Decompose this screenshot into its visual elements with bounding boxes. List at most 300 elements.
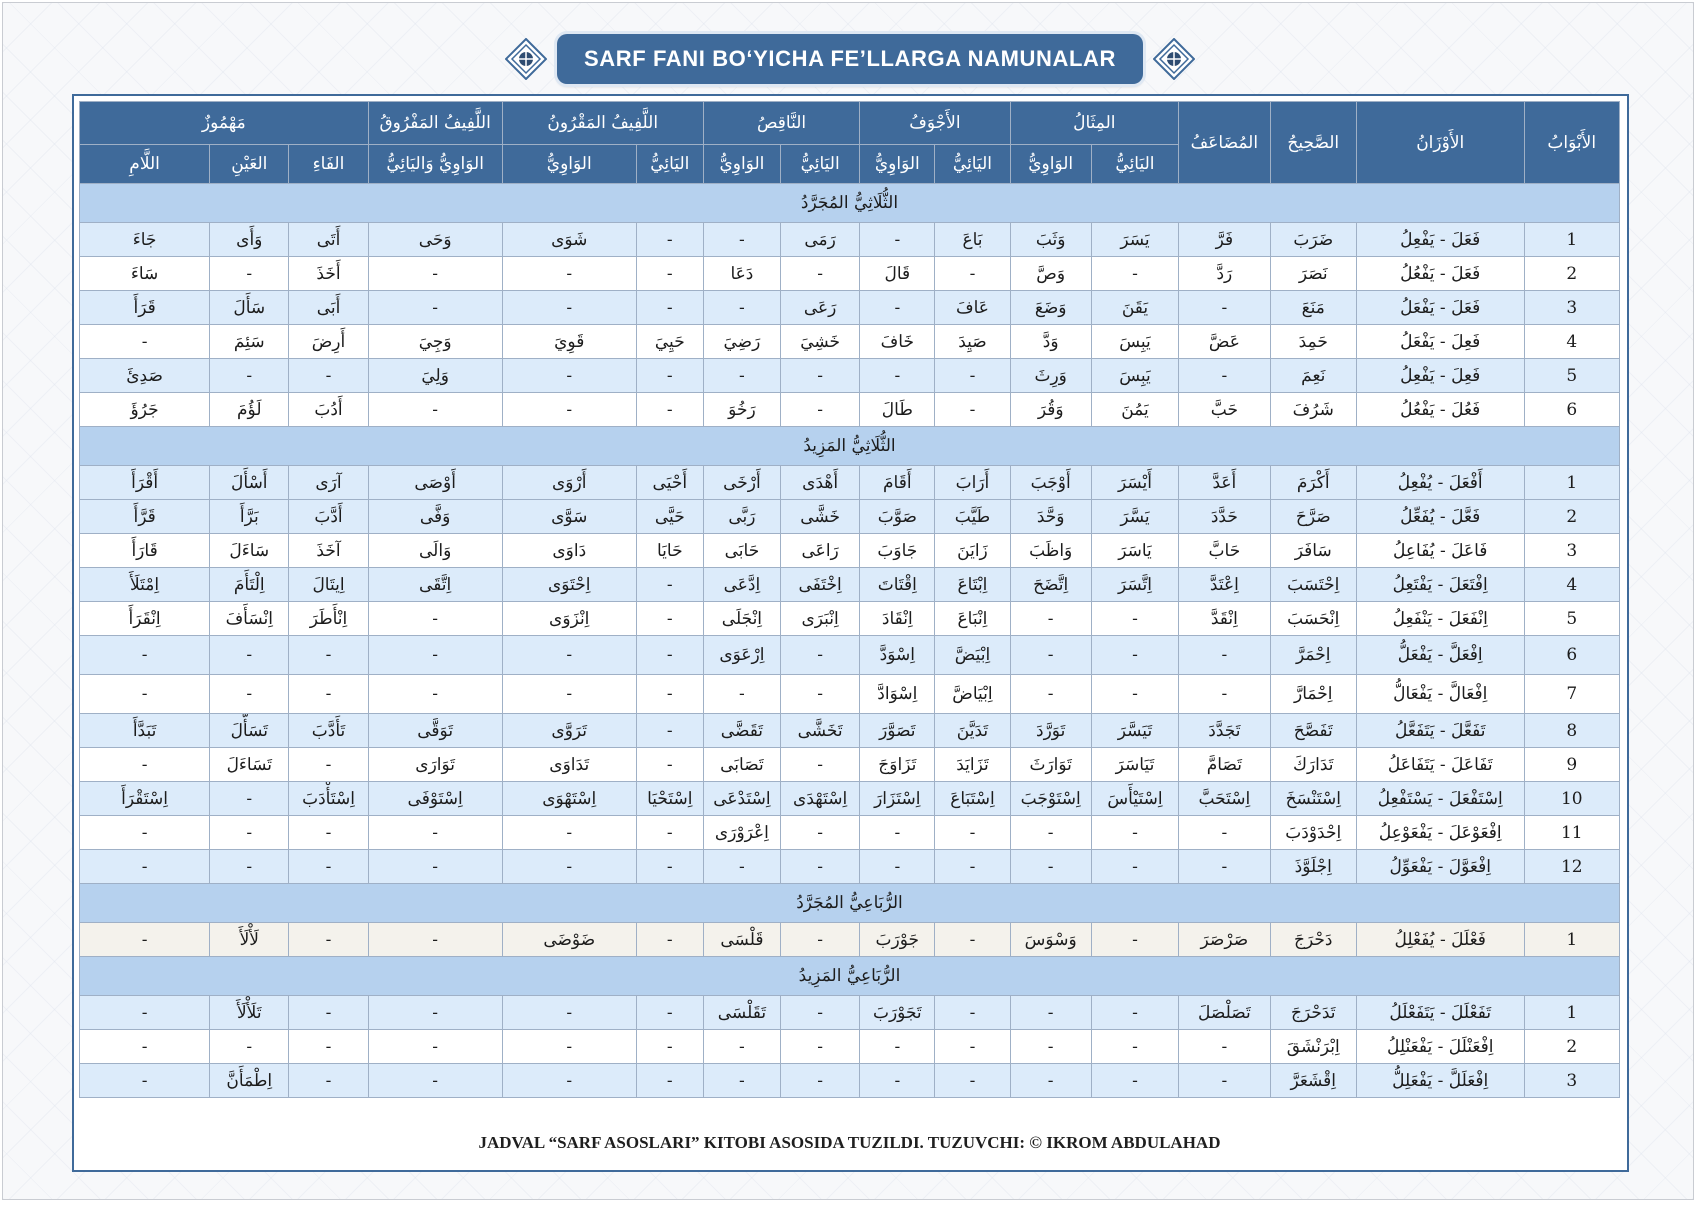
table-cell: -: [289, 923, 368, 957]
table-cell: يَقَنَ: [1091, 291, 1178, 325]
table-cell: -: [860, 223, 935, 257]
table-cell: وَجِيَ: [368, 325, 502, 359]
table-cell: أَقَامَ: [860, 466, 935, 500]
row-pattern: أَفْعَلَ - يُفْعِلُ: [1356, 466, 1524, 500]
table-cell: أَكْرَمَ: [1270, 466, 1356, 500]
table-cell: عَافَ: [935, 291, 1010, 325]
table-cell: -: [289, 996, 368, 1030]
table-cell: -: [935, 257, 1010, 291]
table-cell: اِسْتَزَارَ: [860, 782, 935, 816]
table-cell: -: [636, 291, 703, 325]
table-cell: اِتَّضَحَ: [1010, 568, 1091, 602]
table-row: [80, 223, 1620, 257]
table-cell: -: [636, 714, 703, 748]
table-row: [80, 816, 1620, 850]
table-cell: -: [1091, 923, 1178, 957]
table-cell: ضَرَبَ: [1270, 223, 1356, 257]
table-cell: -: [935, 1030, 1010, 1064]
table-cell: اِسْتَحْيَا: [636, 782, 703, 816]
table-cell: -: [1091, 1030, 1178, 1064]
table-cell: يَبِسَ: [1091, 325, 1178, 359]
table-cell: -: [1010, 602, 1091, 636]
table-cell: اِسْتَوْجَبَ: [1010, 782, 1091, 816]
header-sahih: الصَّحِيحُ: [1270, 102, 1356, 184]
table-cell: سَأَلَ: [210, 291, 289, 325]
table-cell: رَعَى: [781, 291, 860, 325]
row-pattern: فَاعَلَ - يُفَاعِلُ: [1356, 534, 1524, 568]
table-cell: اِسْتَدْعَى: [703, 782, 780, 816]
table-cell: -: [368, 393, 502, 427]
table-cell: أَوْصَى: [368, 466, 502, 500]
table-cell: -: [502, 675, 636, 714]
table-cell: -: [781, 850, 860, 884]
table-cell: -: [80, 816, 210, 850]
table-cell: تَسَأَّلَ: [210, 714, 289, 748]
table-cell: تَصَوَّرَ: [860, 714, 935, 748]
table-cell: -: [210, 257, 289, 291]
table-cell: عَضَّ: [1179, 325, 1270, 359]
row-number: 1: [1524, 466, 1619, 500]
table-cell: قَرَأَ: [80, 291, 210, 325]
table-cell: حَايَا: [636, 534, 703, 568]
table-cell: -: [1010, 1030, 1091, 1064]
table-cell: -: [1091, 816, 1178, 850]
table-cell: -: [289, 1030, 368, 1064]
table-cell: -: [636, 1030, 703, 1064]
table-cell: اِسْتَأْدَبَ: [289, 782, 368, 816]
table-cell: -: [860, 850, 935, 884]
table-cell: اِحْمَرَّ: [1270, 636, 1356, 675]
table-cell: جَاءَ: [80, 223, 210, 257]
header-awzan: الأَوْزَانُ: [1356, 102, 1524, 184]
table-row: [80, 534, 1620, 568]
section-title: الرُّبَاعِيُّ المَزِيدُ: [80, 957, 1620, 996]
table-cell: -: [636, 393, 703, 427]
table-cell: تَأَدَّبَ: [289, 714, 368, 748]
table-cell: -: [210, 1030, 289, 1064]
table-cell: اِسْتَحَبَّ: [1179, 782, 1270, 816]
table-cell: تَوَارَى: [368, 748, 502, 782]
table-cell: -: [502, 257, 636, 291]
table-cell: تَرَوَّى: [502, 714, 636, 748]
row-number: 12: [1524, 850, 1619, 884]
table-cell: -: [502, 816, 636, 850]
table-cell: -: [80, 996, 210, 1030]
section-header-row: [80, 184, 1620, 223]
table-cell: اِسْتَيْأَسَ: [1091, 782, 1178, 816]
table-row: [80, 636, 1620, 675]
table-row: [80, 602, 1620, 636]
table-cell: صَوَّبَ: [860, 500, 935, 534]
table-cell: شَرُفَ: [1270, 393, 1356, 427]
table-cell: رَخُوَ: [703, 393, 780, 427]
table-cell: اِحْتَسَبَ: [1270, 568, 1356, 602]
table-cell: -: [636, 675, 703, 714]
table-cell: -: [781, 923, 860, 957]
table-cell: تَقَضَّى: [703, 714, 780, 748]
subheader-yai: اليَائِيُّ: [935, 145, 1010, 184]
table-cell: -: [1091, 675, 1178, 714]
table-cell: يَاسَرَ: [1091, 534, 1178, 568]
table-cell: مَنَعَ: [1270, 291, 1356, 325]
table-cell: أَبَى: [289, 291, 368, 325]
table-cell: -: [368, 602, 502, 636]
table-cell: -: [636, 1064, 703, 1098]
table-cell: خَشَّى: [781, 500, 860, 534]
table-cell: اِمْتَلَأَ: [80, 568, 210, 602]
table-cell: أَقْرَأَ: [80, 466, 210, 500]
table-cell: بَاعَ: [935, 223, 1010, 257]
table-cell: -: [1091, 636, 1178, 675]
table-cell: -: [636, 748, 703, 782]
table-cell: رَدَّ: [1179, 257, 1270, 291]
table-cell: اِنْحَسَبَ: [1270, 602, 1356, 636]
table-cell: -: [210, 816, 289, 850]
table-cell: اِلْتَأَمَ: [210, 568, 289, 602]
table-cell: -: [636, 359, 703, 393]
row-number: 2: [1524, 1030, 1619, 1064]
table-cell: -: [935, 359, 1010, 393]
table-cell: -: [368, 850, 502, 884]
table-cell: تَيَسَّرَ: [1091, 714, 1178, 748]
table-cell: -: [1179, 636, 1270, 675]
row-number: 1: [1524, 996, 1619, 1030]
table-cell: -: [368, 675, 502, 714]
table-cell: فَرَّ: [1179, 223, 1270, 257]
table-cell: أَرِضَ: [289, 325, 368, 359]
table-cell: سَئِمَ: [210, 325, 289, 359]
table-cell: -: [781, 636, 860, 675]
table-cell: -: [80, 636, 210, 675]
table-cell: قَرَّأَ: [80, 500, 210, 534]
table-cell: أَدُبَ: [289, 393, 368, 427]
table-row: [80, 923, 1620, 957]
table-cell: -: [703, 850, 780, 884]
table-cell: -: [1091, 850, 1178, 884]
table-cell: -: [1091, 257, 1178, 291]
row-pattern: اِفْعَوْعَلَ - يَفْعَوْعِلُ: [1356, 816, 1524, 850]
table-cell: تَوَرَّدَ: [1010, 714, 1091, 748]
table-cell: وَصَّ: [1010, 257, 1091, 291]
table-cell: -: [368, 636, 502, 675]
table-cell: -: [1010, 850, 1091, 884]
table-cell: حَيَّى: [636, 500, 703, 534]
table-cell: تَيَاسَرَ: [1091, 748, 1178, 782]
table-cell: -: [703, 675, 780, 714]
table-cell: -: [781, 1064, 860, 1098]
table-cell: يَسَرَ: [1091, 223, 1178, 257]
table-cell: اِنْسَأَفَ: [210, 602, 289, 636]
header-lafif-mafruq: اللَّفِيفُ المَفْرُوقُ: [368, 102, 502, 145]
table-cell: تَدَحْرَجَ: [1270, 996, 1356, 1030]
table-cell: -: [289, 816, 368, 850]
table-cell: -: [80, 1064, 210, 1098]
table-cell: -: [935, 816, 1010, 850]
table-cell: -: [935, 996, 1010, 1030]
table-cell: تَجَوْرَبَ: [860, 996, 935, 1030]
table-cell: -: [210, 782, 289, 816]
table-cell: -: [860, 359, 935, 393]
table-cell: تَبَدَّأَ: [80, 714, 210, 748]
row-number: 4: [1524, 325, 1619, 359]
table-cell: رَمَى: [781, 223, 860, 257]
table-cell: دَعَا: [703, 257, 780, 291]
table-cell: اِخْتَفَى: [781, 568, 860, 602]
table-cell: حَبَّ: [1179, 393, 1270, 427]
table-cell: تَجَدَّدَ: [1179, 714, 1270, 748]
header-lafif-maqrun: اللَّفِيفُ المَقْرُونُ: [502, 102, 703, 145]
table-cell: -: [781, 393, 860, 427]
table-cell: اِنْأَطَرَ: [289, 602, 368, 636]
table-cell: صَرْصَرَ: [1179, 923, 1270, 957]
table-cell: تَصَلْصَلَ: [1179, 996, 1270, 1030]
table-cell: حَمِدَ: [1270, 325, 1356, 359]
table-cell: -: [210, 850, 289, 884]
table-cell: تَقَلْسَى: [703, 996, 780, 1030]
row-pattern: فَعَّلَ - يُفَعِّلُ: [1356, 500, 1524, 534]
diamond-ornament-icon: [1153, 38, 1195, 80]
row-pattern: فَعَلَ - يَفْعِلُ: [1356, 223, 1524, 257]
table-cell: أَرْوَى: [502, 466, 636, 500]
row-number: 6: [1524, 636, 1619, 675]
table-cell: اِنْجَلَى: [703, 602, 780, 636]
table-row: [80, 291, 1620, 325]
row-pattern: اِفْتَعَلَ - يَفْتَعِلُ: [1356, 568, 1524, 602]
header-abwab: الأَبْوَابُ: [1524, 102, 1619, 184]
table-cell: -: [703, 291, 780, 325]
row-pattern: فَعِلَ - يَفْعِلُ: [1356, 359, 1524, 393]
table-cell: -: [935, 1064, 1010, 1098]
table-cell: -: [636, 923, 703, 957]
table-cell: وَقُرَ: [1010, 393, 1091, 427]
table-cell: -: [210, 636, 289, 675]
row-number: 6: [1524, 393, 1619, 427]
table-cell: -: [210, 675, 289, 714]
table-cell: -: [368, 291, 502, 325]
row-pattern: اِفْعَلَلَّ - يَفْعَلِلُّ: [1356, 1064, 1524, 1098]
table-cell: سَوَّى: [502, 500, 636, 534]
table-row: [80, 466, 1620, 500]
table-cell: يَسَّرَ: [1091, 500, 1178, 534]
table-cell: جَوْرَبَ: [860, 923, 935, 957]
table-cell: اِنْقَرَأَ: [80, 602, 210, 636]
row-pattern: فَعَلَ - يَفْعَلُ: [1356, 291, 1524, 325]
table-cell: -: [289, 748, 368, 782]
row-pattern: اِفْعَالَّ - يَفْعَالُّ: [1356, 675, 1524, 714]
table-cell: سَافَرَ: [1270, 534, 1356, 568]
table-cell: -: [781, 748, 860, 782]
table-cell: -: [781, 1030, 860, 1064]
section-header-row: [80, 427, 1620, 466]
table-cell: -: [935, 393, 1010, 427]
table-cell: تَفَصَّحَ: [1270, 714, 1356, 748]
table-cell: -: [368, 1030, 502, 1064]
table-cell: دَاوَى: [502, 534, 636, 568]
table-cell: اِنْبَرَى: [781, 602, 860, 636]
table-cell: وَحَى: [368, 223, 502, 257]
table-cell: خَشِيَ: [781, 325, 860, 359]
table-cell: -: [289, 675, 368, 714]
row-pattern: اِفْعَوَّلَ - يَفْعَوِّلُ: [1356, 850, 1524, 884]
table-cell: اِنْقَادَ: [860, 602, 935, 636]
row-number: 5: [1524, 602, 1619, 636]
table-cell: اِتَّقَى: [368, 568, 502, 602]
row-pattern: فَعْلَلَ - يُفَعْلِلُ: [1356, 923, 1524, 957]
table-cell: رَضِيَ: [703, 325, 780, 359]
table-cell: طَيَّبَ: [935, 500, 1010, 534]
row-pattern: فَعُلَ - يَفْعُلُ: [1356, 393, 1524, 427]
table-cell: قَارَأَ: [80, 534, 210, 568]
table-cell: زَايَنَ: [935, 534, 1010, 568]
table-cell: -: [502, 1064, 636, 1098]
table-cell: ضَوْضَى: [502, 923, 636, 957]
table-cell: صَدِئَ: [80, 359, 210, 393]
table-cell: -: [636, 996, 703, 1030]
subheader-wawi: الوَاوِيُّ: [502, 145, 636, 184]
table-cell: -: [636, 602, 703, 636]
table-cell: -: [703, 359, 780, 393]
table-cell: -: [1179, 850, 1270, 884]
table-cell: أَرْخَى: [703, 466, 780, 500]
table-cell: دَحْرَجَ: [1270, 923, 1356, 957]
table-row: [80, 257, 1620, 291]
table-cell: سَاءَ: [80, 257, 210, 291]
table-cell: اِبْتَاعَ: [935, 568, 1010, 602]
section-header-row: [80, 884, 1620, 923]
table-cell: -: [935, 850, 1010, 884]
table-cell: -: [860, 1064, 935, 1098]
subheader-wawi: الوَاوِيُّ: [1010, 145, 1091, 184]
table-cell: -: [781, 816, 860, 850]
table-cell: -: [636, 850, 703, 884]
table-cell: -: [502, 393, 636, 427]
row-number: 9: [1524, 748, 1619, 782]
table-cell: اِحْدَوْدَبَ: [1270, 816, 1356, 850]
table-row: [80, 782, 1620, 816]
table-cell: اِيتَالَ: [289, 568, 368, 602]
table-row: [80, 996, 1620, 1030]
table-cell: -: [368, 1064, 502, 1098]
row-pattern: اِفْعَنْلَلَ - يَفْعَنْلِلُ: [1356, 1030, 1524, 1064]
table-cell: اِسْوَادَّ: [860, 675, 935, 714]
table-cell: -: [636, 816, 703, 850]
table-cell: -: [781, 675, 860, 714]
table-cell: تَزَايَدَ: [935, 748, 1010, 782]
table-row: [80, 325, 1620, 359]
row-number: 5: [1524, 359, 1619, 393]
table-cell: اِنْقَدَّ: [1179, 602, 1270, 636]
table-cell: -: [368, 816, 502, 850]
table-cell: اِبْيَاضَّ: [935, 675, 1010, 714]
table-cell: آخَذَ: [289, 534, 368, 568]
table-cell: اِسْوَدَّ: [860, 636, 935, 675]
table-cell: اِطْمَأَنَّ: [210, 1064, 289, 1098]
table-cell: -: [289, 850, 368, 884]
table-cell: اِرْعَوَى: [703, 636, 780, 675]
table-cell: جَرُؤَ: [80, 393, 210, 427]
table-cell: -: [289, 636, 368, 675]
table-cell: وَأَى: [210, 223, 289, 257]
table-cell: اِحْمَارَّ: [1270, 675, 1356, 714]
table-cell: -: [1179, 1064, 1270, 1098]
table-cell: -: [935, 923, 1010, 957]
diamond-ornament-icon: [505, 38, 547, 80]
table-cell: أَدَّبَ: [289, 500, 368, 534]
subheader-lam: اللَّامِ: [80, 145, 210, 184]
subheader-yai: اليَائِيُّ: [1091, 145, 1178, 184]
row-number: 2: [1524, 257, 1619, 291]
row-number: 1: [1524, 923, 1619, 957]
row-number: 4: [1524, 568, 1619, 602]
table-cell: أَتَى: [289, 223, 368, 257]
table-cell: -: [860, 291, 935, 325]
table-cell: -: [1179, 359, 1270, 393]
row-pattern: فَعَلَ - يَفْعُلُ: [1356, 257, 1524, 291]
table-cell: نَعِمَ: [1270, 359, 1356, 393]
table-cell: -: [1091, 602, 1178, 636]
table-cell: تَسَاءَلَ: [210, 748, 289, 782]
subheader-ayn: العَيْنِ: [210, 145, 289, 184]
subheader-yai: اليَائِيُّ: [781, 145, 860, 184]
table-cell: -: [1179, 291, 1270, 325]
table-cell: -: [1091, 1064, 1178, 1098]
table-cell: اِعْرَوْرَى: [703, 816, 780, 850]
table-cell: -: [703, 1030, 780, 1064]
table-cell: يَبِسَ: [1091, 359, 1178, 393]
table-cell: -: [80, 675, 210, 714]
header-mithal: المِثَالُ: [1010, 102, 1179, 145]
table-cell: -: [210, 359, 289, 393]
row-pattern: تَفَعَّلَ - يَتَفَعَّلُ: [1356, 714, 1524, 748]
table-cell: خَافَ: [860, 325, 935, 359]
table-cell: -: [1179, 816, 1270, 850]
table-cell: وَضَعَ: [1010, 291, 1091, 325]
table-cell: وَلِيَ: [368, 359, 502, 393]
table-row: [80, 675, 1620, 714]
header-naqis: النَّاقِصُ: [703, 102, 859, 145]
section-title: الرُّبَاعِيُّ المُجَرَّدُ: [80, 884, 1620, 923]
subheader-wawi-yai: الوَاوِيُّ وَاليَائِيُّ: [368, 145, 502, 184]
table-cell: -: [80, 748, 210, 782]
table-cell: لَؤُمَ: [210, 393, 289, 427]
table-cell: اِقْشَعَرَّ: [1270, 1064, 1356, 1098]
table-cell: اِجْلَوَّذَ: [1270, 850, 1356, 884]
table-row: [80, 748, 1620, 782]
page-title: SARF FANI BO‘YICHA FE’LLARGA NAMUNALAR: [557, 34, 1143, 84]
table-cell: لَأْلَأَ: [210, 923, 289, 957]
table-cell: وَسْوَسَ: [1010, 923, 1091, 957]
verb-table: [79, 101, 1620, 1098]
row-pattern: تَفَاعَلَ - يَتَفَاعَلُ: [1356, 748, 1524, 782]
title-banner: [505, 34, 1195, 88]
table-cell: حَابَّ: [1179, 534, 1270, 568]
row-number: 2: [1524, 500, 1619, 534]
table-cell: رَبَّى: [703, 500, 780, 534]
table-cell: نَصَرَ: [1270, 257, 1356, 291]
table-cell: وَثَبَ: [1010, 223, 1091, 257]
row-pattern: فَعِلَ - يَفْعَلُ: [1356, 325, 1524, 359]
table-cell: -: [289, 359, 368, 393]
table-cell: -: [1010, 675, 1091, 714]
table-cell: تَزَاوَجَ: [860, 748, 935, 782]
row-number: 7: [1524, 675, 1619, 714]
table-row: [80, 393, 1620, 427]
row-number: 11: [1524, 816, 1619, 850]
table-row: [80, 500, 1620, 534]
table-cell: اِبْرَنْشَقَ: [1270, 1030, 1356, 1064]
row-pattern: اِسْتَفْعَلَ - يَسْتَفْعِلُ: [1356, 782, 1524, 816]
table-cell: وَرِثَ: [1010, 359, 1091, 393]
